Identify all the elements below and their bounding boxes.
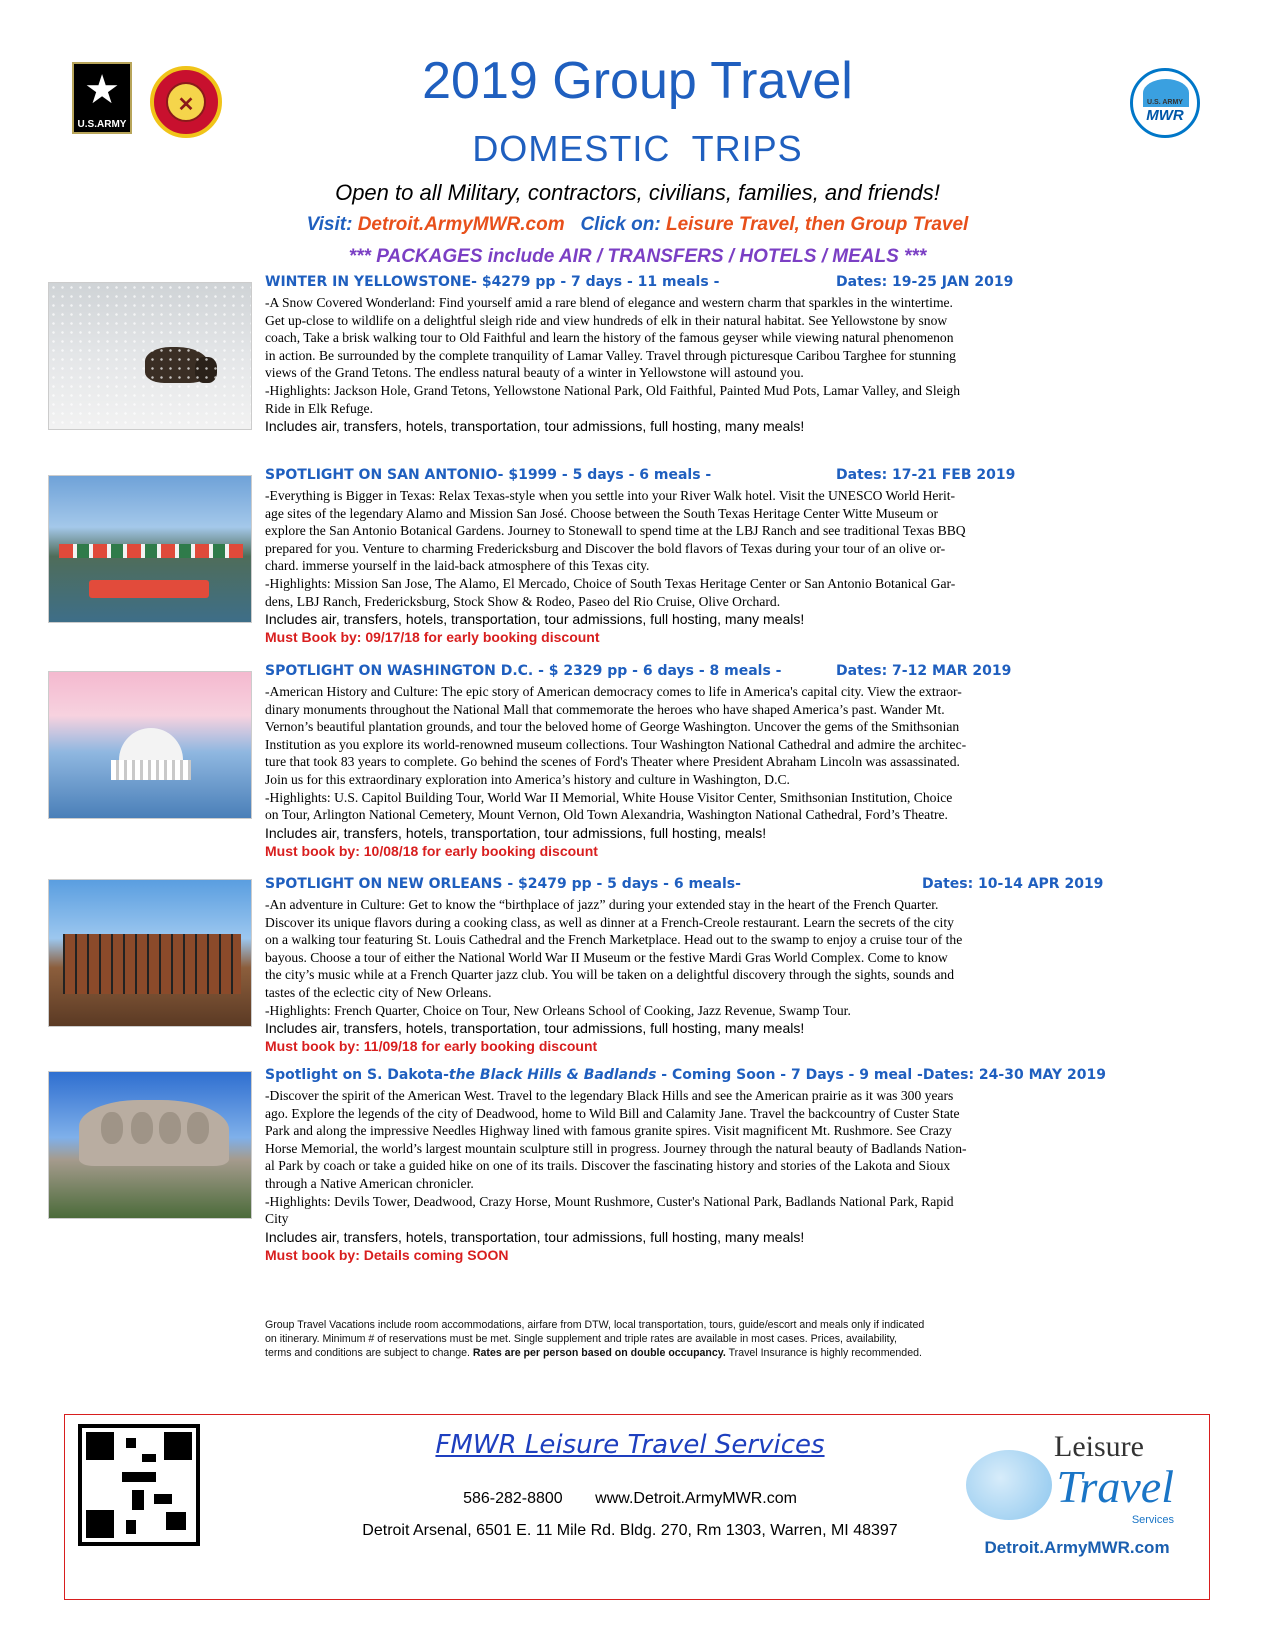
washington-dc-photo xyxy=(48,671,252,819)
trip-includes: Includes air, transfers, hotels, transportation, tour admissions, full hosting, meals! xyxy=(265,824,767,841)
fine-print xyxy=(265,1318,1045,1360)
snow-texture xyxy=(49,283,251,429)
trip-line: Ride in Elk Refuge. xyxy=(265,400,373,416)
fine-print-line: Group Travel Vacations include room accommodations, airfare from DTW, local transportation, tours, guide/escort and meals only if indicated xyxy=(265,1319,925,1331)
trip-includes: Includes air, transfers, hotels, transportation, tour admissions, full hosting, many meals! xyxy=(265,1020,805,1037)
trip-line: al Park by coach or take a guided hike on one of its trails. Discover the fascinating history and stories of the Lakota and Sioux xyxy=(265,1158,951,1174)
trip-south-dakota xyxy=(265,1067,1131,1264)
trip-line: through a Native American chronicler. xyxy=(265,1175,474,1191)
trip-line: -Highlights: Mission San Jose, The Alamo, El Mercado, Choice of South Texas Heritage Center or San Antonio Botanical Gar- xyxy=(265,575,956,591)
qr-finder xyxy=(86,1510,114,1538)
trip-line: -Everything is Bigger in Texas: Relax Texas-style when you settle into your River Walk hotel. Visit the UNESCO World Herit- xyxy=(265,488,956,503)
qr-code[interactable] xyxy=(78,1424,200,1546)
trip-title: WINTER IN YELLOWSTONE- $4279 pp - 7 days - 11 meals - xyxy=(265,274,720,290)
trip-line: Discover its unique flavors during a cooking class, as well as dinner at a French-Creole restaurant. Learn the secrets of the city xyxy=(265,914,954,930)
packages-banner: *** PACKAGES include AIR / TRANSFERS / HOTELS / MEALS *** xyxy=(348,246,927,267)
trip-washington xyxy=(265,663,1131,860)
fine-print-text: Travel Insurance is highly recommended. xyxy=(725,1347,922,1359)
san-antonio-photo xyxy=(48,475,252,623)
trip-line: -Highlights: French Quarter, Choice on Tour, New Orleans School of Cooking, Jazz Revenue, Swamp Tour. xyxy=(265,1002,851,1018)
trip-line: on Tour, Arlington National Cemetery, Mount Vernon, Old Town Alexandria, Washington National Cathedral, Ford’s Theatre. xyxy=(265,807,948,823)
memorial-dome-shape xyxy=(119,728,183,762)
trip-includes: Includes air, transfers, hotels, transportation, tour admissions, full hosting, many meals! xyxy=(265,1228,805,1245)
trip-line: City xyxy=(265,1211,289,1227)
trip-line: tastes of the eclectic city of New Orleans. xyxy=(265,984,492,1000)
qr-module xyxy=(126,1438,136,1448)
footer-address: Detroit Arsenal, 6501 E. 11 Mile Rd. Bldg. 270, Rm 1303, Warren, MI 48397 xyxy=(362,1522,898,1539)
trip-dates: Dates: 19-25 JAN 2019 xyxy=(836,274,1014,290)
trip-title-italic: the Black Hills & Badlands xyxy=(448,1067,657,1083)
visit-instructions xyxy=(0,214,1275,236)
fine-print-line xyxy=(265,1346,1045,1360)
carved-face-shape xyxy=(159,1112,181,1144)
new-orleans-photo xyxy=(48,879,252,1027)
qr-module xyxy=(166,1512,186,1530)
click-label: Click on: xyxy=(580,214,661,235)
qr-module xyxy=(122,1472,156,1482)
iron-balcony-shape xyxy=(63,934,241,994)
click-path: Leisure Travel, then Group Travel xyxy=(665,214,969,235)
trip-heading xyxy=(265,1067,1131,1087)
trip-line: dens, LBJ Ranch, Fredericksburg, Stock Show & Rodeo, Paseo del Rio Cruise, Olive Orchard. xyxy=(265,593,781,609)
trip-line: ago. Explore the legends of the city of Deadwood, home to Wild Bill and Calamity Jane. Travel the backcountry of Custer State xyxy=(265,1105,960,1121)
trip-title: SPOTLIGHT ON WASHINGTON D.C. - $ 2329 pp - 6 days - 8 meals - xyxy=(265,663,782,679)
crossed-cannons-icon: ✕ xyxy=(177,94,195,116)
page-title: 2019 Group Travel xyxy=(422,52,853,110)
trip-line: age sites of the legendary Alamo and Mission San José. Choose between the South Texas Heritage Center Witte Museum or xyxy=(265,505,939,521)
trip-line: Join us for this extraordinary exploration into America’s history and culture in Washington, D.C. xyxy=(265,771,790,787)
trip-line: dinary monuments throughout the National Mall that commemorate the heroes who have shaped America’s past. Wander Mt. xyxy=(265,701,945,717)
qr-module xyxy=(126,1520,136,1534)
qr-finder xyxy=(164,1432,192,1460)
qr-module xyxy=(132,1490,144,1510)
trip-line: in action. Be surrounded by the complete tranquility of Lamar Valley. Travel through picturesque Caribou Targhee for stunning xyxy=(265,347,956,363)
carved-face-shape xyxy=(101,1112,123,1144)
trip-line: coach, Take a brisk walking tour to Old Faithful and learn the history of the famous geyser while viewing natural phenomenon xyxy=(265,330,954,346)
visit-site-link[interactable]: Detroit.ArmyMWR.com xyxy=(357,214,565,235)
trip-yellowstone xyxy=(265,274,1131,435)
qr-module xyxy=(142,1454,156,1462)
qr-module xyxy=(154,1494,172,1504)
trip-heading xyxy=(265,274,1131,294)
trip-includes: Includes air, transfers, hotels, transportation, tour admissions, full hosting, many meals! xyxy=(265,611,805,628)
trip-line: -A Snow Covered Wonderland: Find yourself amid a rare blend of elegance and western charm that sparkles in the wintertime. xyxy=(265,295,953,310)
trip-title: Spotlight on S. Dakota- xyxy=(265,1067,449,1083)
visit-label: Visit: xyxy=(306,214,353,235)
leisure-travel-logo xyxy=(966,1426,1184,1536)
tagline: Open to all Military, contractors, civilians, families, and friends! xyxy=(335,180,940,205)
trip-heading xyxy=(265,876,1131,896)
trip-line: Horse Memorial, the world’s largest mountain sculpture still in progress. Journey through the natural beauty of Badlands Nation- xyxy=(265,1140,967,1156)
booking-deadline: Must Book by: 09/17/18 for early booking discount xyxy=(265,629,600,646)
booking-deadline: Must book by: 10/08/18 for early booking discount xyxy=(265,842,598,859)
carved-face-shape xyxy=(131,1112,153,1144)
trip-line: views of the Grand Tetons. The endless natural beauty of a winter in Yellowstone will astound you. xyxy=(265,365,804,381)
trip-title: SPOTLIGHT ON SAN ANTONIO- $1999 - 5 days - 6 meals - xyxy=(265,467,712,483)
trip-title: SPOTLIGHT ON NEW ORLEANS - $2479 pp - 5 days - 6 meals- xyxy=(265,876,741,892)
trip-new-orleans xyxy=(265,876,1131,1055)
trip-san-antonio xyxy=(265,467,1131,646)
website-link[interactable]: www.Detroit.ArmyMWR.com xyxy=(595,1490,797,1507)
footer-title[interactable]: FMWR Leisure Travel Services xyxy=(435,1430,825,1460)
trip-includes: Includes air, transfers, hotels, transportation, tour admissions, full hosting, many meals! xyxy=(265,418,805,435)
booking-deadline: Must book by: 11/09/18 for early booking discount xyxy=(265,1038,598,1055)
logo-website[interactable]: Detroit.ArmyMWR.com xyxy=(984,1538,1170,1557)
trip-line: Get up-close to wildlife on a delightful sleigh ride and view hundreds of elk in their natural habitat. See Yellowstone by snow xyxy=(265,312,948,328)
trip-line: the city’s music while at a French Quarter jazz club. You will be taken on a delightful discovery through the sights, sounds and xyxy=(265,967,954,983)
trip-line: -An adventure in Culture: Get to know the “birthplace of jazz” during your extended stay in the heart of the French Quarter. xyxy=(265,897,939,912)
trip-line: -Highlights: Jackson Hole, Grand Tetons, Yellowstone National Park, Old Faithful, Painted Mud Pots, Lamar Valley, and Sleigh xyxy=(265,382,961,398)
fine-print-line: on itinerary. Minimum # of reservations must be met. Single supplement and triple rates are available in most cases. Prices, availability, xyxy=(265,1333,897,1345)
logo-services-text: Services xyxy=(1131,1514,1174,1526)
trip-dates: Dates: 10-14 APR 2019 xyxy=(922,876,1104,892)
mwr-logo-text: MWR xyxy=(1146,107,1184,124)
river-boat-shape xyxy=(89,580,209,598)
memorial-columns-shape xyxy=(111,760,191,780)
logo-leisure-text: Leisure xyxy=(1054,1430,1144,1463)
airplane-globe-icon xyxy=(966,1450,1052,1520)
trip-line: Vernon’s beautiful plantation grounds, and tour the beloved home of George Washington. Uncover the gems of the Smithsonian xyxy=(265,719,960,735)
mount-rushmore-photo xyxy=(48,1071,252,1219)
page-subtitle: DOMESTIC TRIPS xyxy=(472,128,803,169)
trip-dates: Dates: 17-21 FEB 2019 xyxy=(836,467,1016,483)
trip-heading xyxy=(265,467,1131,487)
footer-contact xyxy=(400,1490,860,1508)
trip-line: on a walking tour featuring St. Louis Cathedral and the French Marketplace. Head out to the swamp to enjoy a cruise tour of the xyxy=(265,932,963,948)
fine-print-text: terms and conditions are subject to change. xyxy=(265,1347,473,1359)
yellowstone-photo xyxy=(48,282,252,430)
umbrellas-shape xyxy=(59,544,243,558)
phone-number[interactable]: 586-282-8800 xyxy=(463,1490,563,1507)
trip-line: bayous. Choose a tour of either the National World War II Museum or the festive Mardi Gras World Complex. Come to know xyxy=(265,949,948,965)
star-icon: ★ xyxy=(84,68,120,112)
logo-travel-text: Travel xyxy=(1056,1461,1174,1512)
trip-line: Park and along the impressive Needles Highway lined with famous granite spires. Visit magnificent Mt. Rushmore. See Crazy xyxy=(265,1123,952,1139)
trip-line: Institution as you explore its world-renowned museum collections. Tour Washington National Cathedral and admire the architec- xyxy=(265,736,967,752)
trip-line: -Highlights: U.S. Capitol Building Tour, World War II Memorial, White House Visitor Center, Smithsonian Institution, Choice xyxy=(265,789,953,805)
trip-dates: Dates: 7-12 MAR 2019 xyxy=(836,663,1012,679)
trip-heading xyxy=(265,663,1131,683)
carved-face-shape xyxy=(187,1112,209,1144)
qr-finder xyxy=(86,1432,114,1460)
trip-line: ture that took 83 years to complete. Go behind the scenes of Ford's Theater where President Abraham Lincoln was assassinated. xyxy=(265,754,960,770)
trip-title-rest: - Coming Soon - 7 Days - 9 meal -Dates: 24-30 MAY 2019 xyxy=(656,1067,1106,1083)
trip-line: prepared for you. Venture to charming Fredericksburg and Discover the bold flavors of Texas during your tour of an olive or- xyxy=(265,540,946,556)
army-logo-label: U.S.ARMY xyxy=(77,119,127,130)
trip-line: -American History and Culture: The epic story of American democracy comes to life in America's capital city. View the extraor- xyxy=(265,684,962,699)
trip-line: explore the San Antonio Botanical Gardens. Journey to Stonewall to spend time at the LBJ Ranch and see traditional Texas BBQ xyxy=(265,523,966,539)
mwr-logo-sub: U.S. ARMY xyxy=(1147,99,1183,106)
booking-deadline: Must book by: Details coming SOON xyxy=(265,1246,509,1263)
trip-line: -Discover the spirit of the American West. Travel to the legendary Black Hills and see the American prairie as it was 300 years xyxy=(265,1088,954,1103)
trip-line: -Highlights: Devils Tower, Deadwood, Crazy Horse, Mount Rushmore, Custer's National Park, Badlands National Park, Rapid xyxy=(265,1193,954,1209)
fine-print-bold: Rates are per person based on double occupancy. xyxy=(472,1347,726,1359)
trip-line: chard. immerse yourself in the laid-back atmosphere of this Texas city. xyxy=(265,558,650,574)
